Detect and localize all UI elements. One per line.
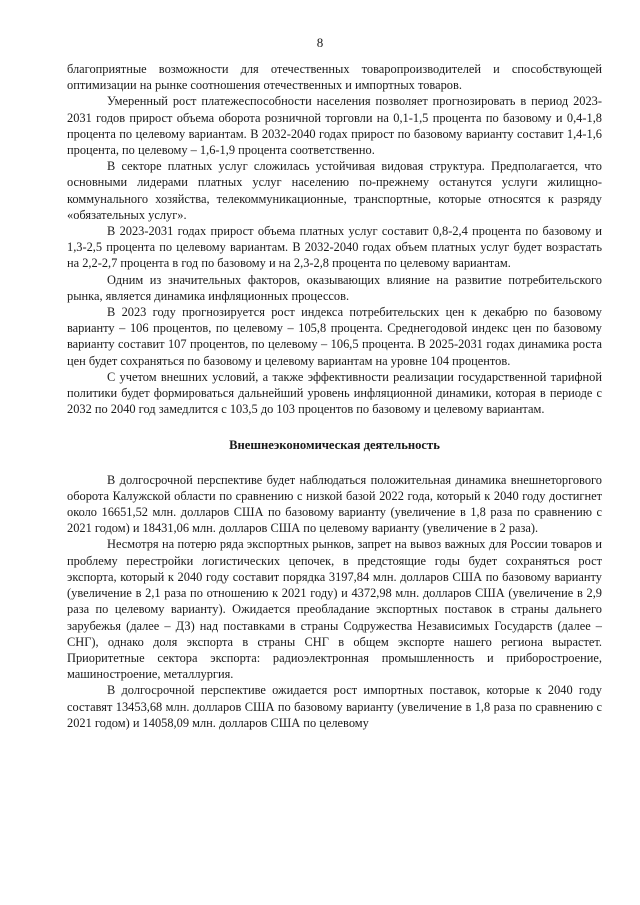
paragraph-continuation: благоприятные возможности для отечественных товаропроизводителей и способствующей оптимизации на рынке соотношения отечественных и импортных товаров. [67,62,602,93]
paragraph-trade-turnover: В долгосрочной перспективе будет наблюдаться положительная динамика внешнеторгового оборота Калужской области по сравнению с низкой базой 2022 года, который к 2040 году достигнет около 16651,52 млн. долларов США по базовому варианту (увеличение в 1,8 раза по сравнению с 2021 годом) и 18431,06 млн. долларов США по целевому варианту (увеличение в 2 раза). [67,472,602,536]
paragraph-paid-services-structure: В секторе платных услуг сложилась устойчивая видовая структура. Предполагается, что основными лидерами платных услуг населению по-прежнему останутся услуги жилищно-коммунального хозяйства, телекоммуникационные, транспортные, которые относятся к разряду «обязательных услуг». [67,159,602,222]
paragraph-cpi-forecast: В 2023 году прогнозируется рост индекса потребительских цен к декабрю по базовому варианту – 106 процентов, по целевому – 105,8 процента. Среднегодовой индекс цен по базовому варианту составит 107 процентов, по целевому – 106,5 процента. В 2025-2031 годах динамика роста цен будет сохраняться по базовому и целевому вариантам на уровне 104 процентов. [67,305,602,368]
paragraph-import: В долгосрочной перспективе ожидается рост импортных поставок, которые к 2040 году составят 13453,68 млн. долларов США по базовому варианту (увеличение в 1,8 раза по сравнению с 2021 годом) и 14058,09 млн. долларов США по целевому [67,683,602,730]
document-body [67,61,602,731]
paragraph-paid-services-growth: В 2023-2031 годах прирост объема платных услуг составит 0,8-2,4 процента по базовому и 1,3-2,5 процента по целевому вариантам. В 2032-2040 годах объем платных услуг будет возрастать на 2,2-2,7 процента в год по базовому и на 2,3-2,8 процента по целевому вариантам. [67,224,602,271]
paragraph-export: Несмотря на потерю ряда экспортных рынков, запрет на вывоз важных для России товаров и проблему перестройки логистических цепочек, в предстоящие годы будет сохраняться рост экспорта, который к 2040 году составит порядка 3197,84 млн. долларов США по базовому варианту (увеличение в 2,1 раза по отношению к 2021 году) и 4372,98 млн. долларов США (увеличение в 2,9 раза по целевому варианту). Ожидается преобладание экспортных поставок в страны дальнего зарубежья (далее – ДЗ) над поставками в страны Содружества Независимых Государств (далее – СНГ), однако доля экспорта в страны СНГ в общем экспорте нашего региона вырастет. Приоритетные сектора экспорта: радиоэлектронная промышленность и приборостроение, машиностроение, металлургия. [67,537,602,682]
page-number: 8 [316,35,324,50]
paragraph-tariff-policy: С учетом внешних условий, а также эффективности реализации государственной тарифной политики будет формироваться дальнейший уровень инфляционной динамики, которая в периоде с 2032 по 2040 год замедлится с 103,5 до 103 процентов по базовому и целевому вариантам. [67,369,602,417]
section-heading: Внешнеэкономическая деятельность [229,438,440,453]
paragraph-retail-trade: Умеренный рост платежеспособности населения позволяет прогнозировать в период 2023-2031 годов прирост объема оборота розничной торговли на 0,1-1,5 процента по базовому и 0,4-1,8 процента по целевому вариантам. В 2032-2040 годах прирост по базовому варианту составит 1,4-1,6 процента, по целевому – 1,6-1,9 процента соответственно. [67,94,602,158]
paragraph-inflation-factor: Одним из значительных факторов, оказывающих влияние на развитие потребительского рынка, является динамика инфляционных процессов. [67,272,602,303]
